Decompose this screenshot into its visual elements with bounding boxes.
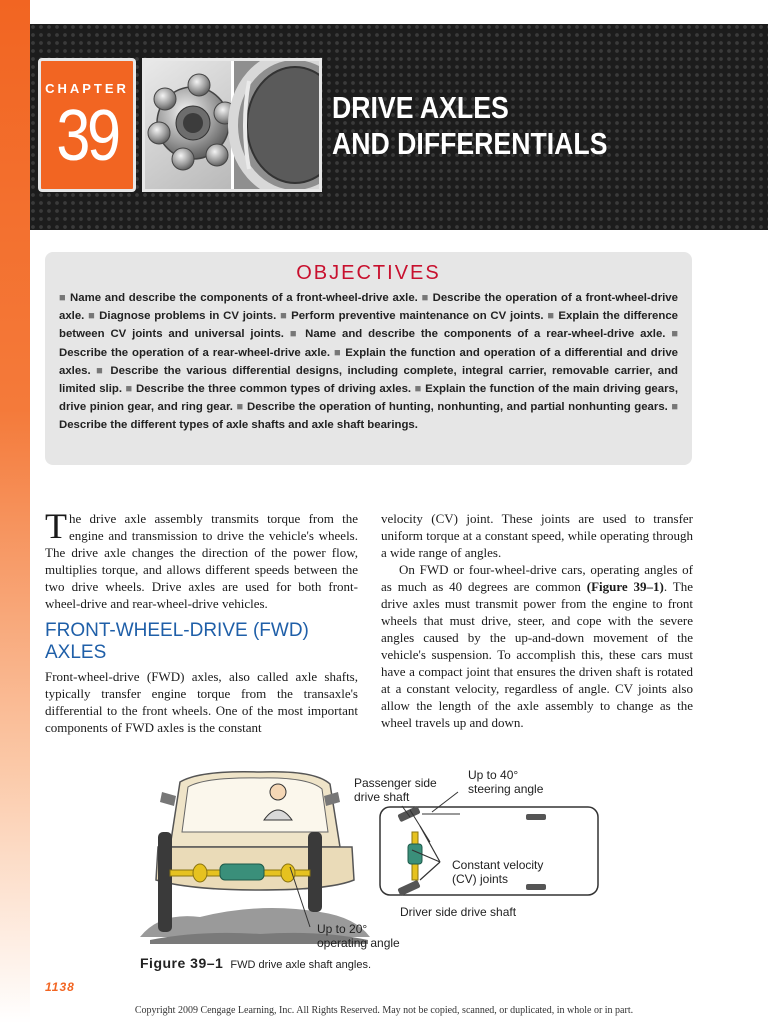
figure-caption <box>140 955 371 971</box>
page-number: 1138 <box>45 980 75 994</box>
drop-cap: T <box>45 506 67 546</box>
label-operating-angle: Up to 20° operating angle <box>317 922 400 950</box>
chapter-number-box <box>38 58 136 192</box>
figure-number: Figure 39–1 <box>140 955 224 971</box>
objective-item: Explain the function of the main driving gears, drive pinion gear, and ring gear. <box>59 383 679 414</box>
outer-housing-shape <box>233 61 319 189</box>
fwd-paragraph: Front-wheel-drive (FWD) axles, also called axle shafts, typically transfer engine torque from the transaxle's differential to the front wheels. One of the most important components of FWD axles is the constant <box>45 669 358 735</box>
figure-39-1 <box>140 762 620 972</box>
label-passenger-side-drive-shaft: Passenger side drive shaft <box>354 776 437 804</box>
objective-item: Describe the various differential designs, including complete, integral carrier, removable carrier, and limited slip. <box>59 364 679 396</box>
chapter-title-line1: DRIVE AXLES <box>332 90 509 125</box>
objective-item: Explain the difference between CV joints and universal joints. <box>59 310 678 341</box>
label-cv-joints: Constant velocity (CV) joints <box>452 858 544 886</box>
objectives-heading: OBJECTIVES <box>296 262 441 284</box>
objective-item: Diagnose problems in CV joints. <box>99 310 277 323</box>
copyright-notice: Copyright 2009 Cengage Learning, Inc. All Rights Reserved. May not be copied, scanned, or duplicated, in whole or in part. <box>134 1005 634 1016</box>
objective-item: Perform preventive maintenance on CV joints. <box>291 310 544 323</box>
section-heading-fwd: FRONT-WHEEL-DRIVE (FWD) AXLES <box>45 620 309 663</box>
chapter-title-line2: AND DIFFERENTIALS <box>332 126 608 161</box>
label-driver-side-drive-shaft: Driver side drive shaft <box>400 905 517 919</box>
right-column <box>381 510 693 731</box>
intro-paragraph: The drive axle assembly transmits torque from the engine and transmission to drive the vehicle's wheels. The drive axle changes the direction of the power flow, multiplies torque, and allows different speeds between the two drive wheels. Drive axles are used for both front-wheel-drive and rear-wheel-drive vehicles. <box>45 506 358 611</box>
objective-item: Describe the operation of a rear-wheel-drive axle. <box>59 346 331 359</box>
cv-joint-photo-illustration <box>145 61 319 189</box>
objective-item: Describe the different types of axle shafts and axle shaft bearings. <box>59 419 418 432</box>
objective-item: Name and describe the components of a front-wheel-drive axle. <box>70 292 418 304</box>
objective-item: Explain the function and operation of a differential and drive axles. <box>59 346 678 377</box>
chapter-number: 39 <box>56 96 118 176</box>
objective-item: Describe the operation of a front-wheel-drive axle. <box>59 292 678 323</box>
objective-item: Name and describe the components of a rear-wheel-drive axle. <box>305 328 666 341</box>
figure-reference-link[interactable]: (Figure 39–1) <box>586 579 664 594</box>
figure-caption-text: FWD drive axle shaft angles. <box>230 959 372 971</box>
orange-side-strip <box>0 0 30 1024</box>
chapter-title <box>332 90 676 162</box>
left-column <box>45 506 358 736</box>
chapter-photo <box>142 58 322 192</box>
label-steering-angle: Up to 40° steering angle <box>468 768 544 796</box>
angles-paragraph: On FWD or four-wheel-drive cars, operating angles of as much as 40 degrees are common (Figure 39–1). The drive axles must transmit power from the engine to front wheels that must drive, steer, and cope with the severe angles caused by the up-and-down movement of the vehicle's suspension. To accomplish this, these cars must have a compact joint that ensures the driven shaft is rotated at a constant velocity, regardless of angle. CV joints also allow the length of the axle assembly to change as the wheel travels up and down. <box>381 562 693 730</box>
objective-item: Describe the three common types of driving axles. <box>135 383 412 396</box>
chapter-label: CHAPTER <box>45 81 129 96</box>
car-front-view <box>140 772 370 944</box>
objectives-list: ■ Name and describe the components of a front-wheel-drive axle. ■ Describe the operation of a front-wheel-drive axle. ■ Diagnose problems in CV joints. ■ Perform preventive maintenance on CV joints. ■ Explain the difference between CV joints and universal joints. ■ Name and describe the components of a rear-wheel-drive axle. ■ Describe the operation of a rear-wheel-drive axle. ■ Explain the function and operation of a differential and drive axles. ■ Describe the various differential designs, including complete, integral carrier, removable carrier, and limited slip. ■ Describe the three common types of driving axles. ■ Explain the function of the main driving gears, drive pinion gear, and ring gear. ■ Describe the operation of hunting, nonhunting, and partial nonhunting gears. ■ Describe the different types of axle shafts and axle shaft bearings. <box>59 292 679 432</box>
objectives-box <box>45 252 692 465</box>
objective-item: Describe the operation of hunting, nonhunting, and partial nonhunting gears. <box>247 401 668 414</box>
cv-paragraph: velocity (CV) joint. These joints are used to transfer uniform torque at a constant speed, while operating through a wide range of angles. <box>381 511 693 560</box>
